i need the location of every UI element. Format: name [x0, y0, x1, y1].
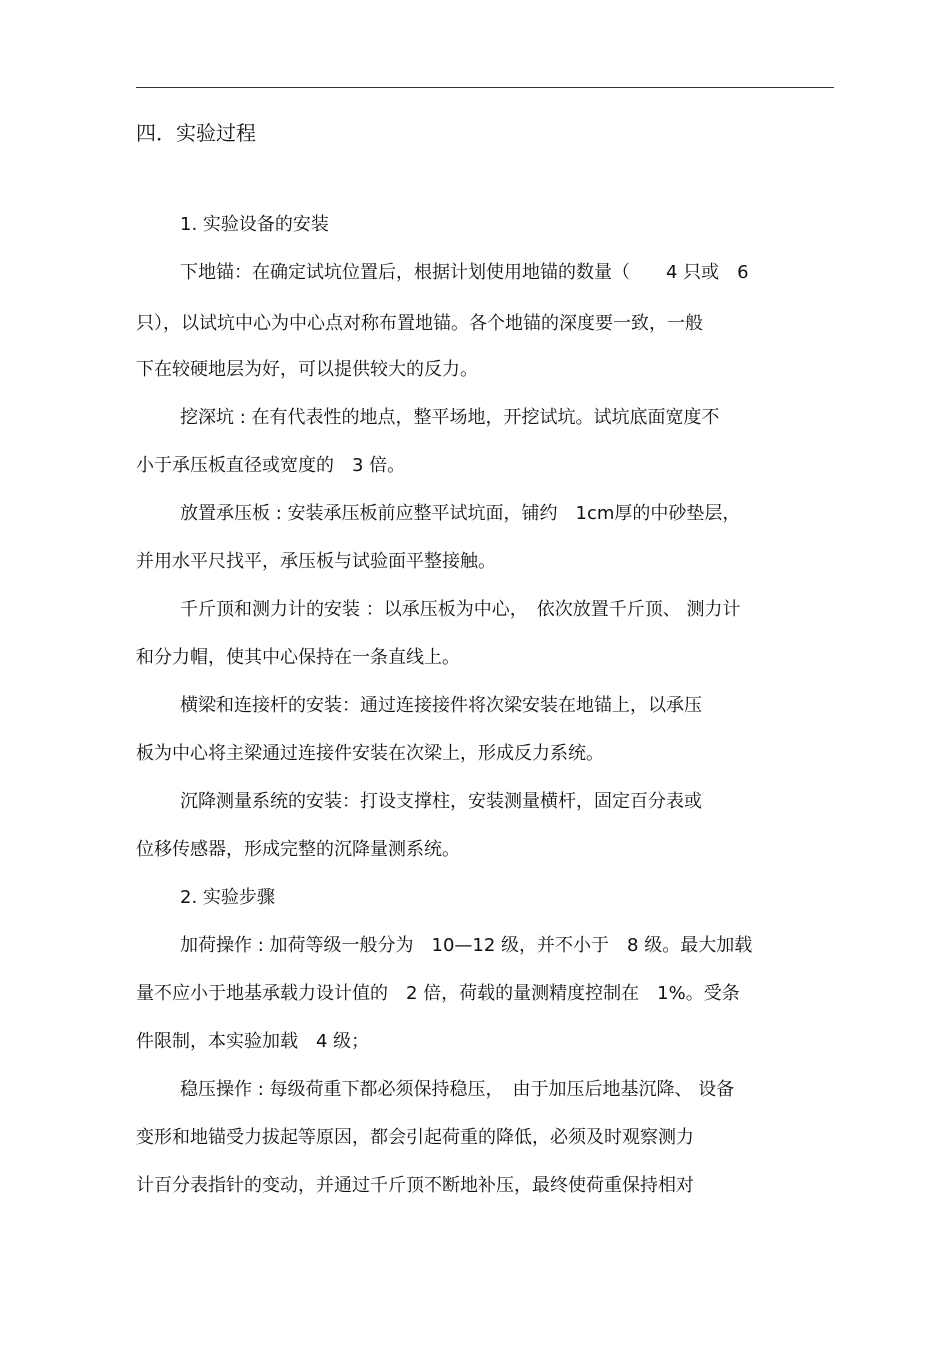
header-rule [136, 87, 834, 88]
paragraph-line: 稳压操作 : 每级荷重下都必须保持稳压， 由于加压后地基沉降、 设备 [180, 1079, 735, 1100]
subheading-equipment-installation: 1. 实验设备的安装 [180, 214, 329, 235]
paragraph-line: 位移传感器，形成完整的沉降量测系统。 [136, 839, 460, 860]
paragraph-line: 下地锚：在确定试坑位置后，根据计划使用地锚的数量（ 4 只或 6 [180, 262, 749, 283]
paragraph-line: 沉降测量系统的安装：打设支撑柱，安装测量横杆，固定百分表或 [180, 791, 702, 812]
paragraph-line: 和分力帽，使其中心保持在一条直线上。 [136, 647, 460, 668]
paragraph-line: 放置承压板 : 安装承压板前应整平试坑面，铺约 1cm厚的中砂垫层， [180, 503, 741, 524]
paragraph-line: 并用水平尺找平，承压板与试验面平整接触。 [136, 551, 496, 572]
paragraph-line: 件限制，本实验加载 4 级； [136, 1031, 370, 1052]
paragraph-line: 计百分表指针的变动，并通过千斤顶不断地补压，最终使荷重保持相对 [136, 1175, 694, 1196]
paragraph-line: 横梁和连接杆的安装：通过连接接件将次梁安装在地锚上，以承压 [180, 695, 702, 716]
paragraph-line: 量不应小于地基承载力设计值的 2 倍，荷载的量测精度控制在 1%。受条 [136, 983, 740, 1004]
paragraph-line: 下在较硬地层为好，可以提供较大的反力。 [136, 359, 478, 380]
paragraph-line: 变形和地锚受力拔起等原因，都会引起荷重的降低，必须及时观察测力 [136, 1127, 694, 1148]
paragraph-line: 只），以试坑中心为中心点对称布置地锚。各个地锚的深度要一致，一般 [136, 313, 703, 334]
subheading-experiment-steps: 2. 实验步骤 [180, 887, 275, 908]
paragraph-line: 加荷操作 : 加荷等级一般分为 10—12 级，并不小于 8 级。最大加载 [180, 935, 753, 956]
paragraph-line: 千斤顶和测力计的安装 ：以承压板为中心， 依次放置千斤顶、 测力计 [180, 599, 741, 620]
paragraph-line: 挖深坑 : 在有代表性的地点，整平场地，开挖试坑。试坑底面宽度不 [180, 407, 720, 428]
paragraph-line: 板为中心将主梁通过连接件安装在次梁上，形成反力系统。 [136, 743, 604, 764]
paragraph-line: 小于承压板直径或宽度的 3 倍。 [136, 455, 406, 476]
section-title: 四．实验过程 [136, 121, 256, 145]
